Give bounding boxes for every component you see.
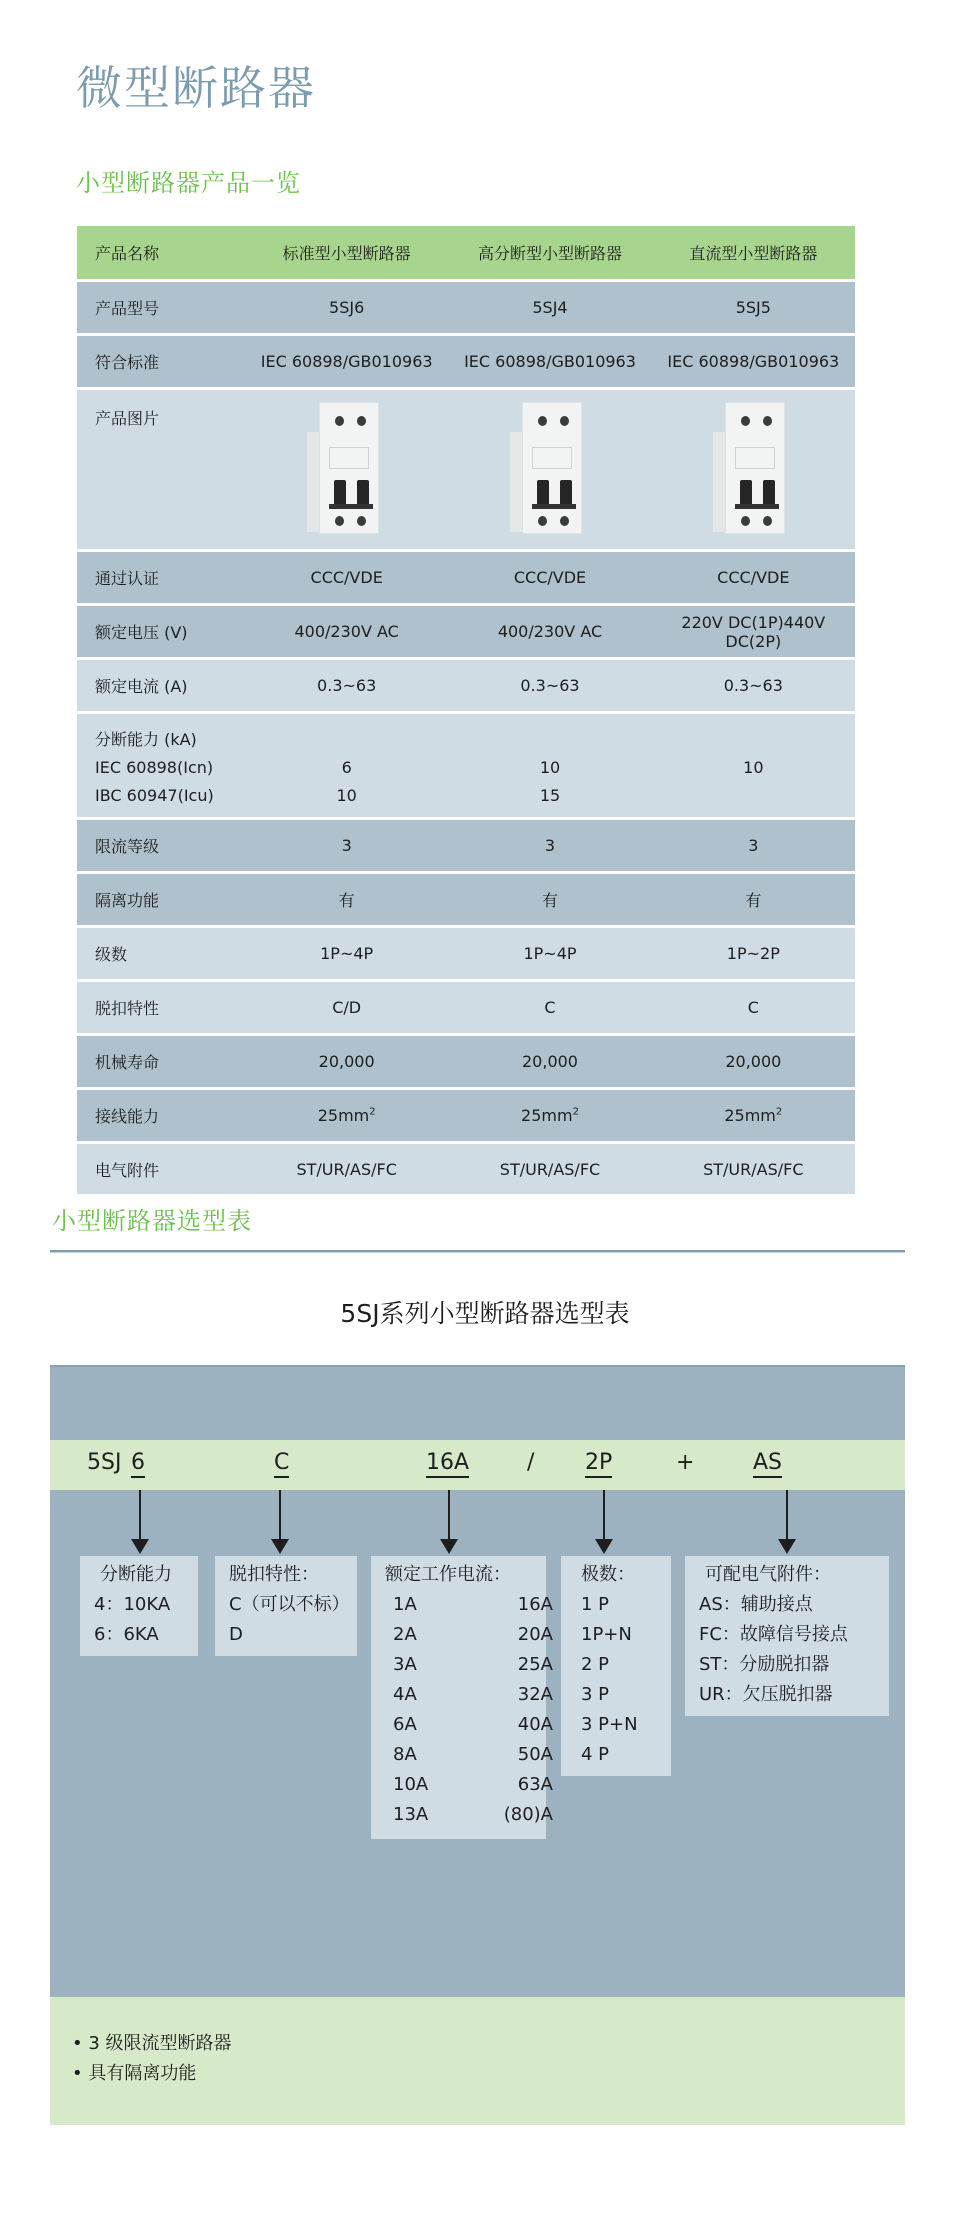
current-value: 6A <box>393 1714 417 1735</box>
table-row <box>77 1090 855 1141</box>
cell: 20,000 <box>725 1052 782 1071</box>
table-row <box>77 660 855 711</box>
cell-value: 25mm <box>521 1106 573 1125</box>
current-value: 63A <box>517 1774 553 1795</box>
cell: 1P~2P <box>726 944 780 963</box>
image-cell <box>448 390 651 534</box>
code-slash: / <box>527 1450 535 1475</box>
table-row <box>77 282 855 333</box>
cell: 10 <box>539 758 561 777</box>
arrow-down-icon <box>139 1490 141 1540</box>
cell: 0.3~63 <box>317 676 377 695</box>
row-label: 通过认证 <box>95 569 160 588</box>
code-prefix: 5SJ <box>87 1450 122 1475</box>
cell: 220V DC(1P)440V DC(2P) <box>681 612 826 651</box>
row-sublabel: IBC 60947(Icu) <box>95 786 214 805</box>
box-title: 分断能力 <box>100 1564 172 1585</box>
row-sublabel: IEC 60898(Icn) <box>95 758 214 777</box>
table-row <box>77 982 855 1033</box>
cell-group <box>652 726 855 810</box>
note-item: • 具有隔离功能 <box>72 2059 905 2089</box>
row-label: 限流等级 <box>95 837 160 856</box>
table-row-breaking-capacity <box>77 714 855 817</box>
cell: 0.3~63 <box>520 676 580 695</box>
table-row <box>77 552 855 603</box>
row-label: 产品型号 <box>95 299 160 318</box>
box-item: D <box>229 1624 243 1645</box>
superscript: 2 <box>369 1106 376 1118</box>
current-value: 32A <box>517 1684 553 1705</box>
cell: 有 <box>541 891 558 910</box>
cell: 400/230V AC <box>294 622 399 641</box>
section-title-selection: 小型断路器选型表 <box>52 1207 252 1235</box>
box-title: 极数： <box>581 1564 635 1585</box>
poles-box <box>561 1556 671 1776</box>
cell <box>652 782 855 810</box>
cell: 20,000 <box>318 1052 375 1071</box>
circuit-breaker-image <box>713 402 793 534</box>
cell <box>448 1106 651 1125</box>
row-label: 符合标准 <box>95 353 160 372</box>
current-value: 1A <box>393 1594 417 1615</box>
cell-group <box>448 726 651 810</box>
current-value: (80)A <box>503 1804 553 1825</box>
row-label: 电气附件 <box>95 1160 160 1180</box>
product-table <box>77 226 855 1194</box>
superscript: 2 <box>775 1106 783 1118</box>
arrow-down-icon <box>603 1490 605 1540</box>
cell: 3 <box>544 836 556 855</box>
table-row <box>77 874 855 925</box>
current-value: 2A <box>393 1624 417 1645</box>
cell: IEC 60898/GB010963 <box>464 352 636 371</box>
header-product: 高分断型小型断路器 <box>477 244 622 263</box>
current-value: 3A <box>393 1654 417 1675</box>
row-label: 额定电流 (A) <box>95 677 188 696</box>
cell: 有 <box>745 891 762 910</box>
code-trip: C <box>274 1450 289 1478</box>
cell: C <box>747 998 759 1017</box>
cell: 3 <box>748 836 759 855</box>
current-value: 8A <box>393 1744 417 1765</box>
code-poles: 2P <box>585 1450 612 1478</box>
cell: 6 <box>341 758 352 777</box>
table-row <box>77 336 855 387</box>
current-value: 40A <box>517 1714 553 1735</box>
cell: 5SJ6 <box>329 298 365 317</box>
cell: 10 <box>743 758 764 777</box>
cell <box>652 1106 855 1125</box>
table-header-row <box>77 226 855 279</box>
row-label: 产品图片 <box>95 409 160 428</box>
cell-value: 25mm <box>724 1106 776 1125</box>
code-current: 16A <box>426 1450 469 1478</box>
cell: ST/UR/AS/FC <box>703 1159 804 1179</box>
box-item: 6：6KA <box>94 1624 159 1645</box>
box-item: 1 P <box>581 1594 610 1615</box>
row-label: 分断能力 (kA) <box>95 730 197 749</box>
row-label-group <box>77 726 245 810</box>
accessory-box <box>685 1556 889 1716</box>
cell: CCC/VDE <box>310 568 383 587</box>
table-row <box>77 606 855 657</box>
box-item: 4 P <box>581 1744 610 1765</box>
cell: CCC/VDE <box>513 568 587 587</box>
feature-notes <box>50 1997 905 2125</box>
circuit-breaker-image <box>510 402 590 534</box>
cell: 有 <box>338 891 355 910</box>
current-value: 4A <box>393 1684 417 1705</box>
row-label: 隔离功能 <box>95 891 160 910</box>
current-value: 13A <box>393 1804 429 1825</box>
cell: C <box>544 998 556 1017</box>
row-label: 额定电压 (V) <box>95 623 188 642</box>
box-title: 脱扣特性： <box>229 1564 319 1585</box>
cell: 5SJ5 <box>735 298 771 317</box>
box-item: AS：辅助接点 <box>699 1594 813 1615</box>
rated-current-box <box>371 1556 553 1839</box>
cell: IEC 60898/GB010963 <box>667 352 840 371</box>
cell: ST/UR/AS/FC <box>296 1159 397 1179</box>
cell: ST/UR/AS/FC <box>499 1159 601 1179</box>
superscript: 2 <box>572 1106 579 1118</box>
cell: 20,000 <box>522 1052 578 1071</box>
cell-value: 25mm <box>317 1106 370 1125</box>
box-item: 3 P <box>581 1684 610 1705</box>
table-row-image <box>77 390 855 549</box>
divider <box>50 1250 905 1253</box>
selection-table-title: 5SJ系列小型断路器选型表 <box>340 1299 630 1328</box>
current-value: 10A <box>393 1774 429 1795</box>
code-plus: + <box>676 1450 695 1475</box>
current-value: 50A <box>517 1744 553 1765</box>
table-row <box>77 820 855 871</box>
cell: 0.3~63 <box>723 676 783 695</box>
table-row <box>77 1036 855 1087</box>
header-label: 产品名称 <box>95 244 160 263</box>
cell: C/D <box>332 998 362 1017</box>
header-product: 标准型小型断路器 <box>282 244 411 263</box>
cell: IEC 60898/GB010963 <box>260 352 433 371</box>
cell: 1P~4P <box>320 944 374 963</box>
box-item: 1P+N <box>581 1624 632 1645</box>
box-item: 4：10KA <box>94 1594 171 1615</box>
box-item: C（可以不标） <box>229 1594 350 1615</box>
breaking-capacity-box <box>80 1556 198 1656</box>
box-item: ST：分励脱扣器 <box>699 1654 830 1675</box>
cell: 400/230V AC <box>497 622 603 641</box>
box-title: 额定工作电流： <box>385 1564 511 1585</box>
trip-characteristic-box <box>215 1556 357 1656</box>
table-row <box>77 1144 855 1194</box>
arrow-down-icon <box>279 1490 281 1540</box>
current-value: 20A <box>517 1624 553 1645</box>
box-item: FC：故障信号接点 <box>699 1624 848 1645</box>
current-grid <box>385 1590 553 1830</box>
box-item: 3 P+N <box>581 1714 638 1735</box>
cell: 1P~4P <box>523 944 577 963</box>
cell <box>245 1106 448 1125</box>
section-title-overview: 小型断路器产品一览 <box>76 169 301 197</box>
note-item: • 3 级限流型断路器 <box>72 2029 905 2059</box>
arrow-down-icon <box>786 1490 788 1540</box>
cell-group <box>245 726 448 810</box>
cell: 10 <box>336 786 357 805</box>
row-label: 级数 <box>95 945 128 964</box>
page-title: 微型断路器 <box>76 61 316 115</box>
row-label: 接线能力 <box>95 1107 160 1126</box>
current-value: 25A <box>517 1654 553 1675</box>
image-cell <box>652 390 855 534</box>
cell: 3 <box>341 836 352 855</box>
box-item: UR：欠压脱扣器 <box>699 1684 833 1705</box>
row-label: 脱扣特性 <box>95 999 160 1018</box>
header-product: 直流型小型断路器 <box>689 244 818 263</box>
cell: CCC/VDE <box>717 568 790 587</box>
current-value: 16A <box>517 1594 553 1615</box>
box-title: 可配电气附件： <box>705 1564 831 1585</box>
image-cell <box>245 390 448 534</box>
arrow-down-icon <box>448 1490 450 1540</box>
code-accessory: AS <box>753 1450 782 1478</box>
row-label: 机械寿命 <box>95 1053 160 1072</box>
code-breaking: 6 <box>131 1450 145 1478</box>
circuit-breaker-image <box>307 402 387 534</box>
table-row <box>77 928 855 979</box>
cell: 5SJ4 <box>532 298 568 317</box>
box-item: 2 P <box>581 1654 610 1675</box>
cell: 15 <box>539 786 561 805</box>
